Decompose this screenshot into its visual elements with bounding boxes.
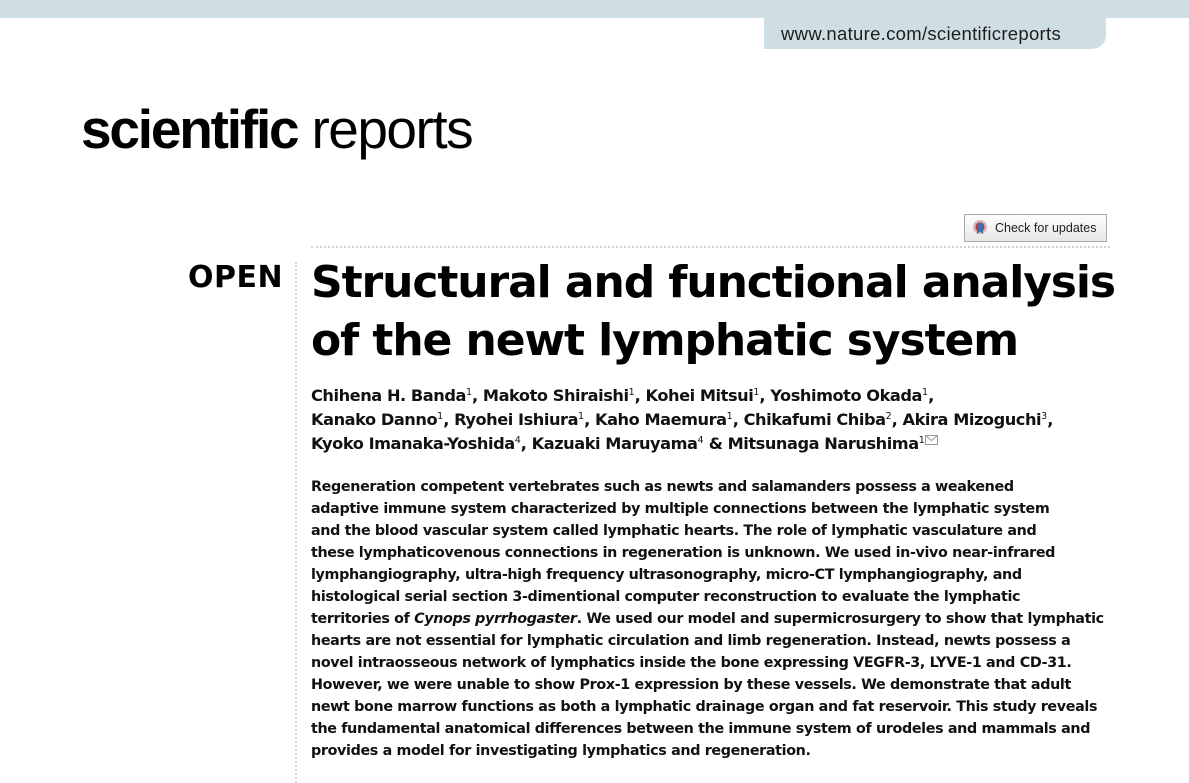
abstract-line bbox=[311, 608, 1111, 630]
affiliation-marker[interactable]: 4 bbox=[697, 435, 704, 446]
author-list bbox=[311, 384, 1101, 456]
journal-logo[interactable] bbox=[81, 96, 472, 162]
author-name[interactable]: Kanako Danno bbox=[311, 410, 438, 429]
abstract-line: Regeneration competent vertebrates such as newts and salamanders possess a weakened bbox=[311, 479, 1014, 495]
author-line: Kanako Danno$^1$, Ryohei Ishiura$^1$, Kaho Maemura$^1$, Chikafumi Chiba$^2$, Akira Mizoguchi$^3$, bbox=[311, 410, 1053, 429]
title-line: of the newt lymphatic system bbox=[311, 315, 1018, 366]
abstract-line: However, we were unable to show Prox-1 expression by these vessels. We demonstrate that adult bbox=[311, 677, 1071, 693]
abstract-text: . We used our model and supermicrosurgery to show that lymphatic bbox=[576, 611, 1104, 627]
affiliation-marker[interactable]: 1 bbox=[465, 387, 473, 398]
abstract-text: territories of bbox=[311, 611, 415, 627]
species-name: Cynops pyrrhogaster bbox=[414, 611, 577, 627]
check-for-updates-label: Check for updates bbox=[995, 221, 1097, 235]
email-icon[interactable] bbox=[925, 435, 938, 445]
abstract-line: adaptive immune system characterized by multiple connections between the lymphatic system bbox=[311, 501, 1050, 517]
author-name[interactable]: Ryohei Ishiura bbox=[454, 410, 579, 429]
abstract-line: the fundamental anatomical differences between the immune system of urodeles and mammals and bbox=[311, 721, 1091, 737]
author-name[interactable]: Kaho Maemura bbox=[594, 410, 727, 429]
margin-divider bbox=[295, 262, 297, 783]
abstract-line: and the blood vascular system called lymphatic hearts. The role of lymphatic vasculature and bbox=[311, 523, 1037, 539]
crossmark-icon bbox=[972, 219, 988, 237]
affiliation-marker[interactable]: 2 bbox=[885, 411, 892, 422]
affiliation-marker[interactable]: 1 bbox=[753, 387, 760, 398]
author-name[interactable]: Kohei Mitsui bbox=[645, 386, 754, 405]
author-name[interactable]: Mitsunaga Narushima bbox=[727, 434, 919, 453]
open-access-label: OPEN bbox=[188, 260, 284, 295]
author-line: Chihena H. Banda$^1$, Makoto Shiraishi$^1$, Kohei Mitsui$^1$, Yoshimoto Okada$^1$, bbox=[311, 386, 934, 405]
abstract-line: these lymphaticovenous connections in regeneration is unknown. We used in-vivo near-infrared bbox=[311, 545, 1056, 561]
header-divider bbox=[311, 246, 1110, 248]
affiliation-marker[interactable]: 1 bbox=[437, 411, 444, 422]
author-name[interactable]: Akira Mizoguchi bbox=[902, 410, 1042, 429]
title-line: Structural and functional analysis bbox=[311, 257, 1115, 308]
author-name[interactable]: Chihena H. Banda bbox=[311, 386, 466, 405]
author-line: Kyoko Imanaka-Yoshida$^4$, Kazuaki Maruyama$^4$ & Mitsunaga Narushima$^1$ bbox=[311, 432, 1101, 456]
affiliation-marker[interactable]: 1 bbox=[922, 387, 929, 398]
author-name[interactable]: Makoto Shiraishi bbox=[482, 386, 629, 405]
abstract-line: hearts are not essential for lymphatic circulation and limb regeneration. Instead, newts possess a bbox=[311, 633, 1071, 649]
abstract-line: provides a model for investigating lymphatics and regeneration. bbox=[311, 743, 811, 759]
abstract-line: lymphangiography, ultra-high frequency ultrasonography, micro-CT lymphangiography, and bbox=[311, 567, 1022, 583]
abstract-line: novel intraosseous network of lymphatics inside the bone expressing VEGFR-3, LYVE-1 and CD-31. bbox=[311, 655, 1072, 671]
journal-name-bold: scientific bbox=[81, 98, 298, 160]
abstract-line: newt bone marrow functions as both a lymphatic drainage organ and fat reservoir. This study reveals bbox=[311, 699, 1098, 715]
affiliation-marker[interactable]: 4 bbox=[514, 435, 521, 446]
affiliation-marker[interactable]: 1 bbox=[726, 411, 733, 422]
abstract-line: histological serial section 3-dimentional computer reconstruction to evaluate the lymphatic bbox=[311, 589, 1021, 605]
affiliation-marker[interactable]: 3 bbox=[1041, 411, 1048, 422]
top-color-band bbox=[0, 0, 1189, 18]
journal-url-link[interactable]: www.nature.com/scientificreports bbox=[764, 18, 1106, 49]
check-for-updates-button[interactable] bbox=[964, 214, 1107, 242]
abstract bbox=[311, 476, 1111, 762]
affiliation-marker[interactable]: 1 bbox=[628, 387, 635, 398]
journal-name-light: reports bbox=[311, 98, 473, 160]
author-name[interactable]: Kazuaki Maruyama bbox=[531, 434, 698, 453]
article-title bbox=[311, 254, 1121, 370]
author-name[interactable]: Chikafumi Chiba bbox=[743, 410, 886, 429]
author-name[interactable]: Yoshimoto Okada bbox=[770, 386, 923, 405]
author-name[interactable]: Kyoko Imanaka-Yoshida bbox=[311, 434, 515, 453]
affiliation-marker[interactable]: 1 bbox=[918, 435, 925, 446]
affiliation-marker[interactable]: 1 bbox=[578, 411, 585, 422]
